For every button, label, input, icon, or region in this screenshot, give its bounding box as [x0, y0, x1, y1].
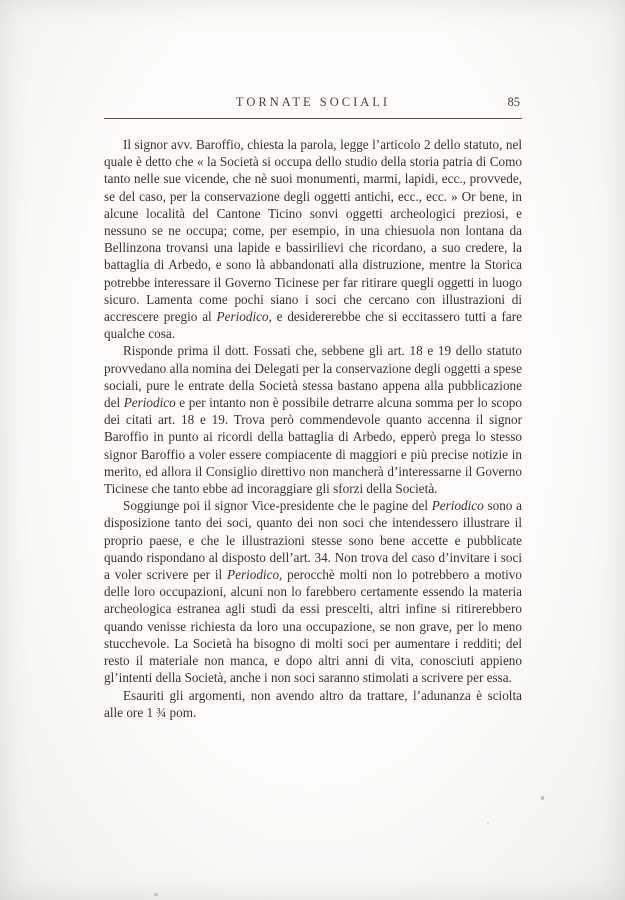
- scan-speck: [541, 796, 544, 800]
- text-block: [104, 95, 522, 721]
- italic-text: Periodico: [431, 498, 484, 514]
- body-text: , e desidererebbe che si eccitassero tutti a fare qualche cosa.: [104, 309, 522, 342]
- page-number: 85: [507, 95, 520, 109]
- running-title: TORNATE SOCIALI: [235, 95, 391, 109]
- italic-text: Periodico: [123, 395, 176, 411]
- body-text: e per intanto non è possibile detrarre alcuna somma per lo scopo dei citati art. 18 e 19. Trova però commendevole quanto accenna il signor Baroffio in punto ai ricordi della battaglia di Arbedo, epperò prega lo stesso signor Baroffio a voler essere compiacente di maggiori e più precise notizie in merito, ed allora il Consiglio direttivo non mancherà d’interessarne il Governo Ticinese che tanto ebbe ad incoraggiare gli sforzi della Società.: [104, 395, 522, 497]
- body-text: sono a disposizione tanto dei soci, quanto dei non soci che intendessero illustrare il proprio paese, e che le illustrazioni stesse sono bene accette e pubblicate quando rispondano al disposto dell’art. 34. Non trova del caso d’invitare i soci a voler scrivere per il: [104, 498, 522, 583]
- paragraph: [104, 342, 522, 497]
- body-text: Il signor avv. Baroffio, chiesta la parola, legge l’articolo 2 dello statuto, nel quale è detto che « la Società si occupa dello studio della storia patria di Como tanto nelle sue vicende, che nè suoi monumenti, marmi, lapidi, ecc., provvede, se del caso, per la conservazione degli oggetti antichi, ecc., ecc. » Or bene, in alcune località del Cantone Ticino sonvi oggetti archeologici preziosi, e nessuno se ne occupa; come, per esempio, in una chiesuola non lontana da Bellinzona trovansi una lapide e bassirilievi che ricordano, a suo credere, la battaglia di Arbedo, e sono là abbandonati alla distruzione, mentre la Storica potrebbe interessare il Governo Ticinese per far ritirare quegli oggetti in luogo sicuro. Lamenta come pochi siano i soci che cercano con illustrazioni di accrescere pregio al: [104, 137, 522, 325]
- page-body: [104, 136, 522, 721]
- body-text: Esauriti gli argomenti, non avendo altro da trattare, l’adunanza è sciolta alle ore 1 ¾ pom.: [104, 687, 522, 720]
- running-head: [104, 95, 522, 111]
- paragraph: [104, 687, 522, 721]
- header-rule: [104, 118, 522, 119]
- body-text: , perocchè molti non lo potrebbero a motivo delle loro occupazioni, alcuni non lo farebbero certamente essendo la materia archeologica estranea agli studì da essi prescelti, altri infine si ritirerebbero quando venisse richiesta da loro una occupazione, se non grave, per lo meno stucchevole. La Società ha bisogno di molti soci per aumentare i redditi; del resto il materiale non manca, e dopo altri anni di vita, conosciuti appieno gl’intenti della Società, anche i non soci saranno stimolati a scrivere per essa.: [104, 567, 522, 686]
- italic-text: Periodico: [227, 567, 280, 583]
- body-text: Risponde prima il dott. Fossati che, sebbene gli art. 18 e 19 dello statuto provvedano alla nomina dei Delegati per la conservazione degli oggetti a spese sociali, pure le entrate della Società stessa bastano appena alla pubblicazione del: [104, 343, 522, 411]
- scan-speck: [154, 893, 158, 896]
- body-text: Soggiunge poi il signor Vice-presidente che le pagine del: [123, 498, 432, 514]
- paragraph: [104, 497, 522, 686]
- paragraph: [104, 136, 522, 342]
- italic-text: Periodico: [216, 309, 269, 325]
- scan-speck: [487, 822, 489, 824]
